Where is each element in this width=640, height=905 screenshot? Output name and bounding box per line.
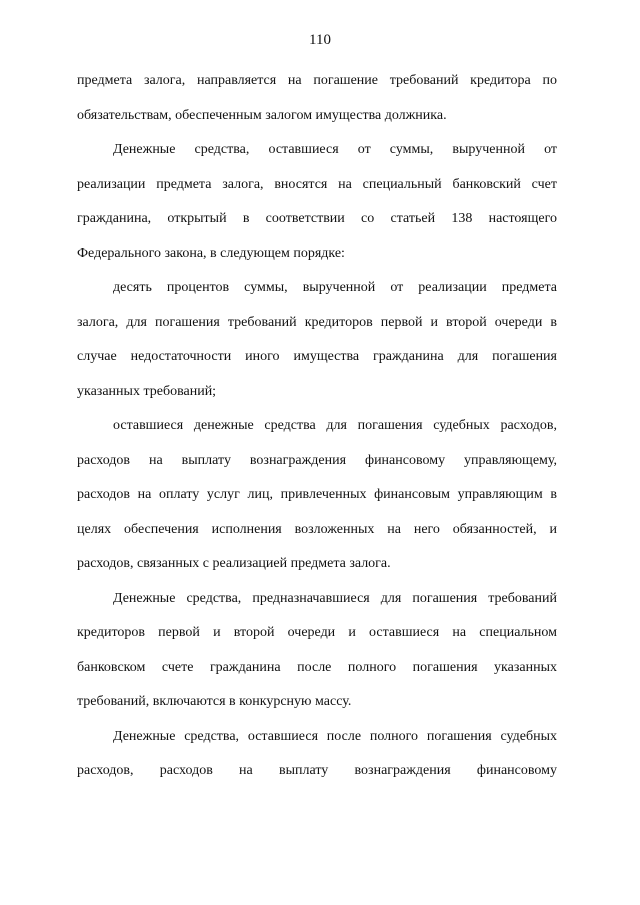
text-line: целях обеспечения исполнения возложенных на него обязанностей, и <box>77 521 557 537</box>
page-number: 110 <box>309 32 331 48</box>
text-line: реализации предмета залога, вносятся на специальный банковский счет <box>77 176 557 192</box>
text-line: гражданина, открытый в соответствии со статьей 138 настоящего <box>77 211 557 226</box>
text-line: банковском счете гражданина после полного погашения указанных <box>77 659 557 675</box>
text-line: обязательствам, обеспеченным залогом имущества должника. <box>77 107 447 123</box>
paragraph-1 <box>77 64 557 133</box>
paragraph-4 <box>77 409 557 582</box>
text-line: расходов на выплату вознаграждения финансовому управляющему, <box>77 452 557 468</box>
paragraph-6 <box>77 720 557 789</box>
text-line: оставшиеся денежные средства для погашения судебных расходов, <box>113 418 557 433</box>
text-line: Денежные средства, предназначавшиеся для погашения требований <box>113 590 557 606</box>
text-line: требований, включаются в конкурсную массу. <box>77 694 352 709</box>
text-line: предмета залога, направляется на погашение требований кредитора по <box>77 73 557 88</box>
text-line: Денежные средства, оставшиеся после полного погашения судебных <box>113 728 557 744</box>
text-line: десять процентов суммы, вырученной от реализации предмета <box>113 280 557 295</box>
text-line: случае недостаточности иного имущества гражданина для погашения <box>77 349 557 364</box>
text-line: расходов, расходов на выплату вознаграждения финансовому <box>77 763 557 778</box>
text-line: указанных требований; <box>77 383 217 399</box>
text-line: расходов на оплату услуг лиц, привлеченных финансовым управляющим в <box>77 487 557 502</box>
paragraph-3 <box>77 271 557 409</box>
text-line: Денежные средства, оставшиеся от суммы, вырученной от <box>113 142 557 157</box>
paragraph-5 <box>77 582 557 720</box>
text-line: залога, для погашения требований кредиторов первой и второй очереди в <box>77 314 557 330</box>
text-line: Федерального закона, в следующем порядке: <box>77 245 345 261</box>
paragraph-2 <box>77 133 557 271</box>
document-body <box>77 64 557 789</box>
text-line: кредиторов первой и второй очереди и оставшиеся на специальном <box>77 625 557 640</box>
text-line: расходов, связанных с реализацией предмета залога. <box>77 556 391 571</box>
